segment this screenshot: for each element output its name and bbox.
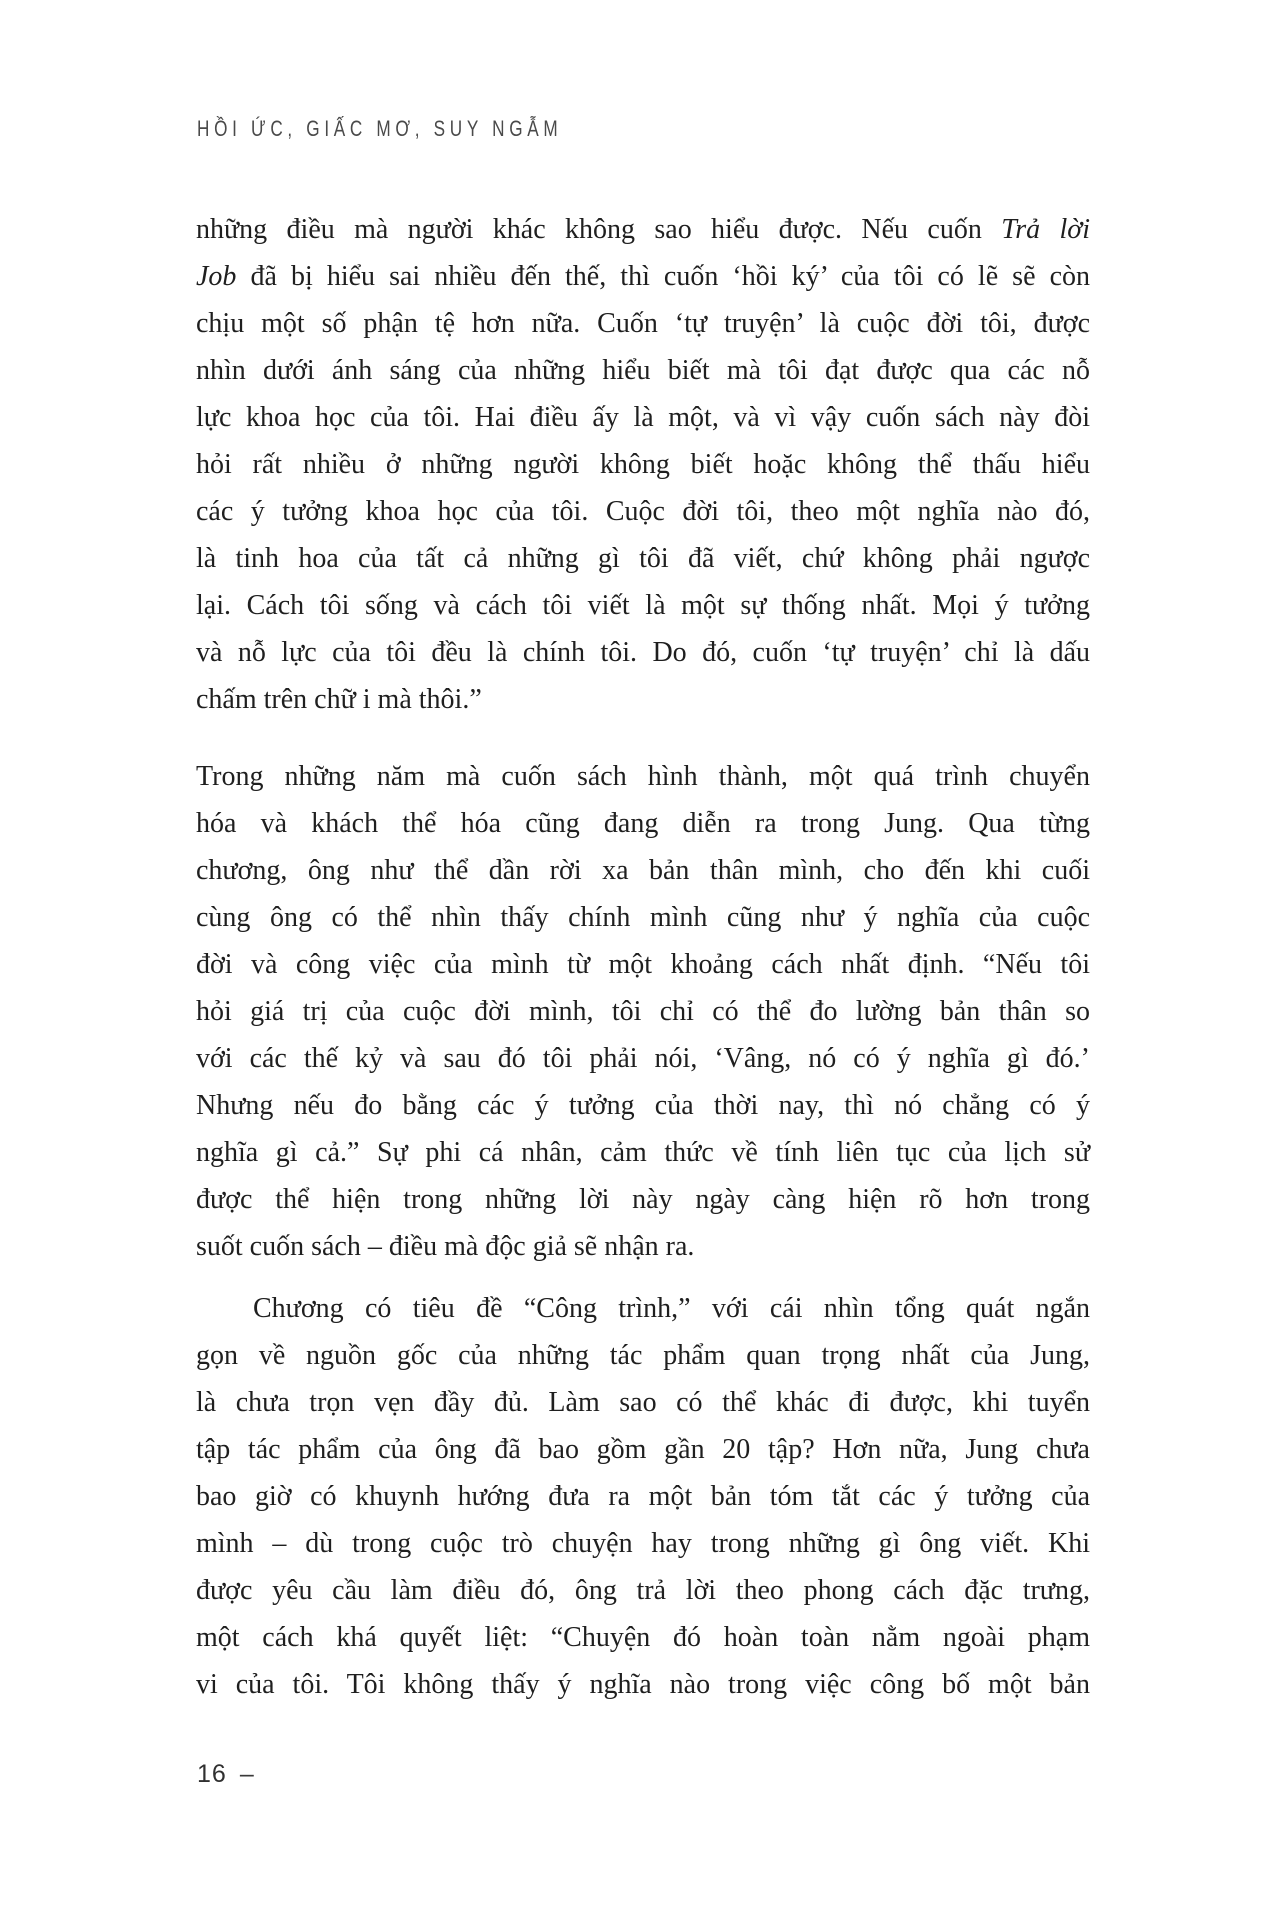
text-line	[196, 1661, 1090, 1708]
text-line	[196, 800, 1090, 847]
page-footer	[197, 1760, 255, 1789]
body-text: vi của tôi. Tôi không thấy ý nghĩa nào trong việc công bố một bản	[196, 1669, 1090, 1700]
text-line	[196, 941, 1090, 988]
paragraph-3	[196, 1285, 1090, 1708]
body-text: lại. Cách tôi sống và cách tôi viết là một sự thống nhất. Mọi ý tưởng	[196, 590, 1090, 621]
text-line	[196, 988, 1090, 1035]
running-header: HỒI ỨC, GIẤC MƠ, SUY NGẪM	[197, 116, 563, 141]
text-line	[196, 300, 1090, 347]
body-text: với các thế kỷ và sau đó tôi phải nói, ‘Vâng, nó có ý nghĩa gì đó.’	[196, 1043, 1090, 1074]
text-line	[196, 1285, 1090, 1332]
text-line	[196, 1332, 1090, 1379]
text-line	[196, 441, 1090, 488]
text-line	[196, 347, 1090, 394]
body-text: hỏi rất nhiều ở những người không biết hoặc không thể thấu hiểu	[196, 449, 1090, 480]
text-line	[196, 1223, 1090, 1270]
text-line	[196, 535, 1090, 582]
text-line	[196, 1082, 1090, 1129]
text-line	[196, 676, 1090, 723]
text-line	[196, 1426, 1090, 1473]
body-text: lực khoa học của tôi. Hai điều ấy là một, và vì vậy cuốn sách này đòi	[196, 402, 1090, 433]
text-line	[196, 894, 1090, 941]
body-text: tập tác phẩm của ông đã bao gồm gần 20 tập? Hơn nữa, Jung chưa	[196, 1434, 1090, 1465]
body-text: nghĩa gì cả.” Sự phi cá nhân, cảm thức về tính liên tục của lịch sử	[196, 1137, 1090, 1168]
text-line	[196, 394, 1090, 441]
body-text: nhìn dưới ánh sáng của những hiểu biết mà tôi đạt được qua các nỗ	[196, 355, 1090, 386]
italic-text: Trả lời	[1001, 214, 1090, 245]
text-line	[196, 1567, 1090, 1614]
text-line	[196, 1379, 1090, 1426]
paragraph-2	[196, 753, 1090, 1270]
text-line	[196, 253, 1090, 300]
page-number: 16	[197, 1760, 227, 1788]
text-line	[196, 1129, 1090, 1176]
text-line	[196, 1473, 1090, 1520]
body-text: những điều mà người khác không sao hiểu được. Nếu cuốn	[196, 214, 1002, 245]
body-text: một cách khá quyết liệt: “Chuyện đó hoàn toàn nằm ngoài phạm	[196, 1622, 1090, 1653]
body-text: các ý tưởng khoa học của tôi. Cuộc đời tôi, theo một nghĩa nào đó,	[196, 496, 1090, 527]
text-line	[196, 582, 1090, 629]
text-line	[196, 1520, 1090, 1567]
body-text: là chưa trọn vẹn đầy đủ. Làm sao có thể khác đi được, khi tuyển	[196, 1387, 1090, 1418]
text-line	[196, 629, 1090, 676]
footer-dash: –	[239, 1760, 255, 1788]
text-line	[196, 753, 1090, 800]
body-text: chương, ông như thể dần rời xa bản thân mình, cho đến khi cuối	[196, 855, 1090, 886]
body-text: đã bị hiểu sai nhiều đến thế, thì cuốn ‘hồi ký’ của tôi có lẽ sẽ còn	[236, 261, 1090, 292]
body-text: hóa và khách thể hóa cũng đang diễn ra trong Jung. Qua từng	[196, 808, 1090, 839]
text-line	[196, 1176, 1090, 1223]
body-text: và nỗ lực của tôi đều là chính tôi. Do đó, cuốn ‘tự truyện’ chỉ là dấu	[196, 637, 1090, 668]
body-text: Chương có tiêu đề “Công trình,” với cái nhìn tổng quát ngắn	[253, 1293, 1090, 1324]
body-text: đời và công việc của mình từ một khoảng cách nhất định. “Nếu tôi	[196, 949, 1090, 980]
body-text: hỏi giá trị của cuộc đời mình, tôi chỉ có thể đo lường bản thân so	[196, 996, 1090, 1027]
text-line	[196, 488, 1090, 535]
body-text: cùng ông có thể nhìn thấy chính mình cũng như ý nghĩa của cuộc	[196, 902, 1090, 933]
body-text: được thể hiện trong những lời này ngày càng hiện rõ hơn trong	[196, 1184, 1090, 1215]
paragraph-1	[196, 206, 1090, 723]
body-text: Trong những năm mà cuốn sách hình thành, một quá trình chuyển	[196, 761, 1090, 792]
italic-text: Job	[196, 261, 237, 292]
body-text: chịu một số phận tệ hơn nữa. Cuốn ‘tự truyện’ là cuộc đời tôi, được	[196, 308, 1090, 339]
body-text: là tinh hoa của tất cả những gì tôi đã viết, chứ không phải ngược	[196, 543, 1090, 574]
body-text: mình – dù trong cuộc trò chuyện hay trong những gì ông viết. Khi	[196, 1528, 1090, 1559]
text-block	[196, 206, 1090, 1708]
text-line	[196, 1035, 1090, 1082]
body-text: gọn về nguồn gốc của những tác phẩm quan trọng nhất của Jung,	[196, 1340, 1090, 1371]
text-line	[196, 1614, 1090, 1661]
body-text: Nhưng nếu đo bằng các ý tưởng của thời nay, thì nó chẳng có ý	[196, 1090, 1090, 1121]
text-line	[196, 847, 1090, 894]
body-text: suốt cuốn sách – điều mà độc giả sẽ nhận ra.	[196, 1231, 695, 1262]
body-text: chấm trên chữ i mà thôi.”	[196, 684, 482, 715]
text-line	[196, 206, 1090, 253]
body-text: được yêu cầu làm điều đó, ông trả lời theo phong cách đặc trưng,	[196, 1575, 1090, 1606]
body-text: bao giờ có khuynh hướng đưa ra một bản tóm tắt các ý tưởng của	[196, 1481, 1090, 1512]
